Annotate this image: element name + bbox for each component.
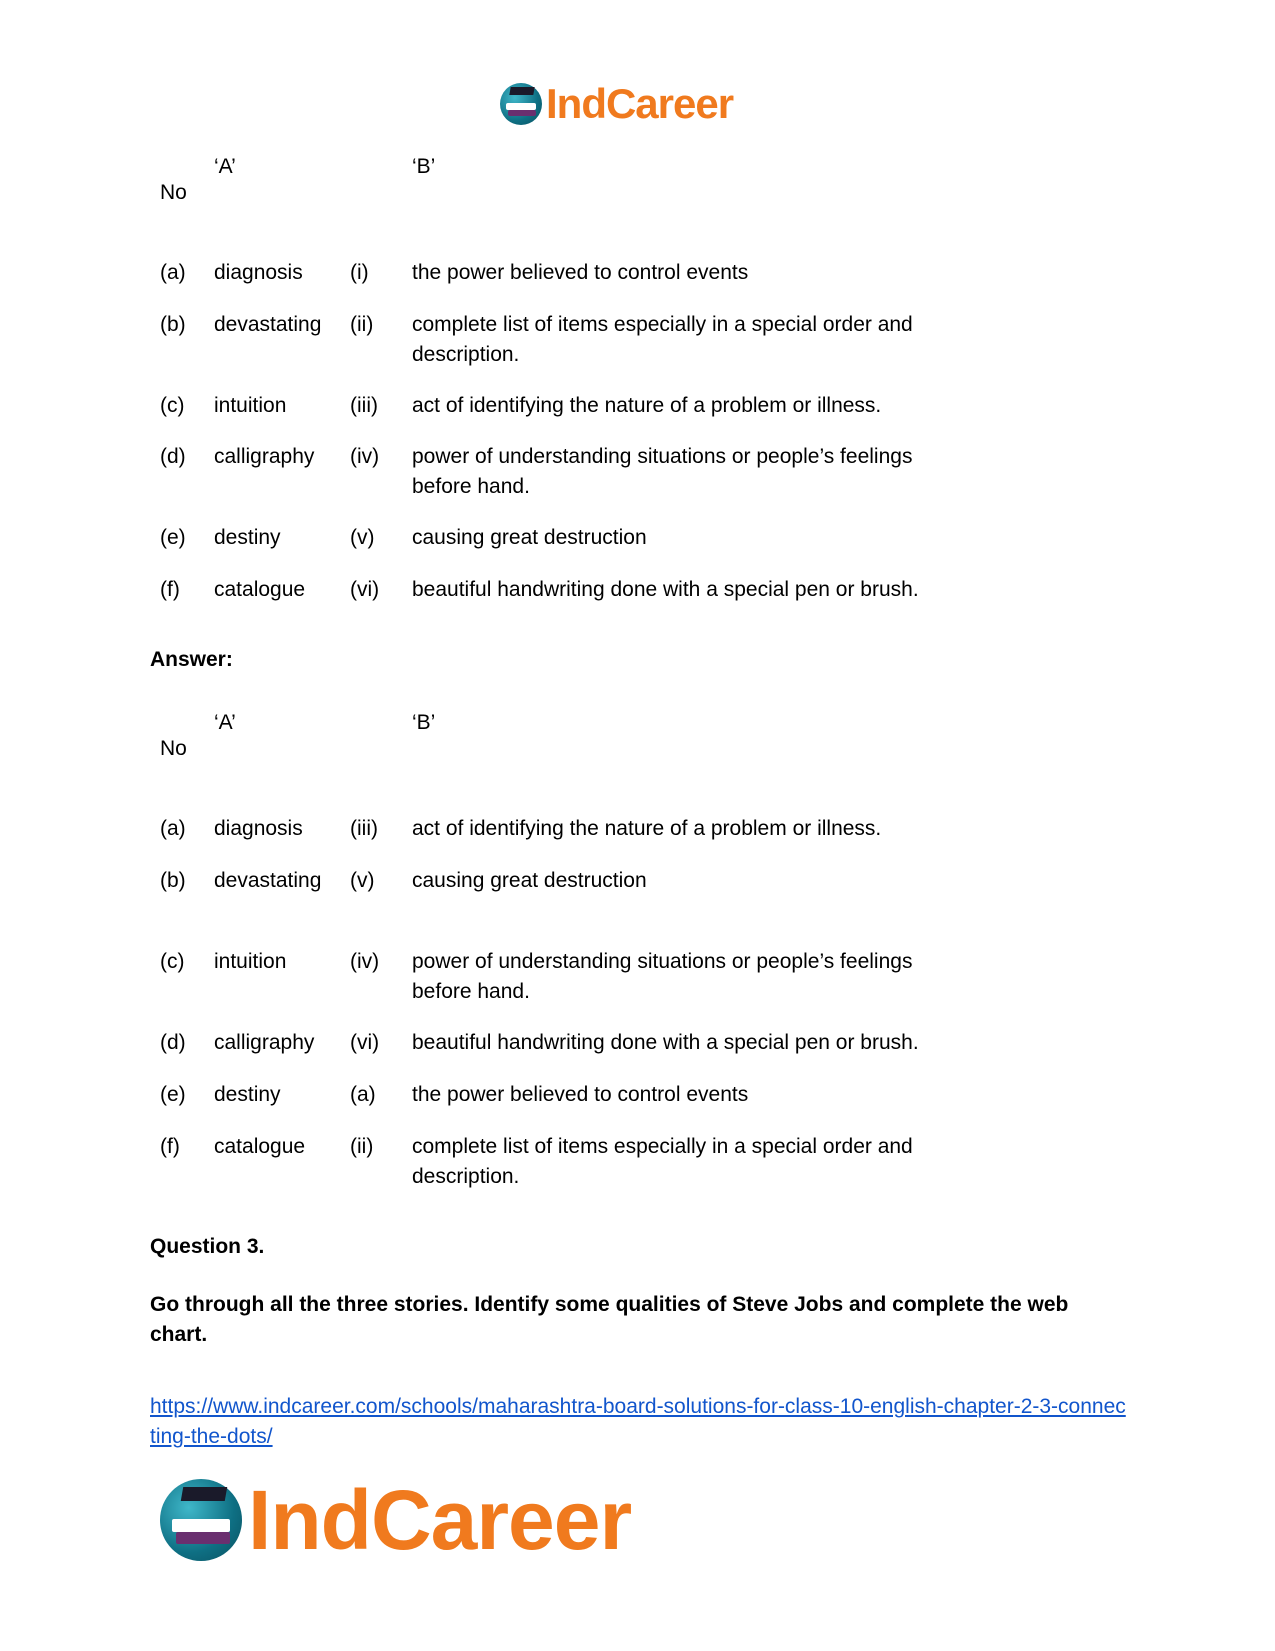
row-word: catalogue (214, 578, 306, 601)
row-meaning: beautiful handwriting done with a special pen or brush. (412, 578, 919, 601)
row-word: calligraphy (214, 445, 315, 468)
row-meaning: causing great destruction (412, 526, 647, 549)
logo-text: IndCareer (546, 80, 734, 127)
row-meaning: act of identifying the nature of a problem or illness. (412, 394, 882, 417)
row-word: devastating (214, 869, 322, 892)
row-roman: (ii) (350, 313, 374, 336)
row-roman: (iii) (350, 817, 378, 840)
row-roman: (iii) (350, 394, 378, 417)
row-roman: (iv) (350, 445, 380, 468)
row-word: catalogue (214, 1135, 306, 1158)
row-roman: (v) (350, 869, 375, 892)
row-meaning: complete list of items especially in a special order and description. (412, 1135, 913, 1188)
header-a: ‘A’ (214, 155, 236, 178)
row-roman: (vi) (350, 578, 380, 601)
header-b: ‘B’ (412, 711, 436, 734)
header-no: No (160, 737, 187, 760)
row-meaning: the power believed to control events (412, 261, 749, 284)
row-word: devastating (214, 313, 322, 336)
row-no: (c) (160, 950, 185, 973)
row-word: destiny (214, 1083, 281, 1106)
row-meaning: complete list of items especially in a special order and description. (412, 313, 913, 366)
row-roman: (vi) (350, 1031, 380, 1054)
row-meaning: causing great destruction (412, 869, 647, 892)
row-roman: (a) (350, 1083, 376, 1106)
row-roman: (v) (350, 526, 375, 549)
row-meaning: act of identifying the nature of a problem or illness. (412, 817, 882, 840)
row-no: (f) (160, 1135, 180, 1158)
row-no: (c) (160, 394, 185, 417)
row-word: intuition (214, 950, 287, 973)
header-b: ‘B’ (412, 155, 436, 178)
row-meaning: power of understanding situations or people’s feelings before hand. (412, 445, 913, 498)
row-roman: (iv) (350, 950, 380, 973)
row-no: (d) (160, 445, 186, 468)
logo-text: IndCareer (248, 1472, 632, 1567)
footer-logo (160, 1470, 631, 1570)
globe-logo-icon (500, 83, 542, 125)
row-meaning: power of understanding situations or people’s feelings before hand. (412, 950, 913, 1003)
row-roman: (i) (350, 261, 369, 284)
row-meaning: beautiful handwriting done with a special pen or brush. (412, 1031, 919, 1054)
question-3-title: Question 3. (150, 1235, 265, 1258)
header-logo (500, 80, 733, 128)
row-no: (e) (160, 526, 186, 549)
row-word: intuition (214, 394, 287, 417)
answer-label: Answer: (150, 648, 233, 671)
row-word: destiny (214, 526, 281, 549)
row-no: (e) (160, 1083, 186, 1106)
row-roman: (ii) (350, 1135, 374, 1158)
row-no: (b) (160, 869, 186, 892)
question-3-text: Go through all the three stories. Identify some qualities of Steve Jobs and complete the web chart. (150, 1293, 1069, 1346)
row-no: (a) (160, 261, 186, 284)
source-link[interactable]: https://www.indcareer.com/schools/maharashtra-board-solutions-for-class-10-english-chapter-2-3-connecting-the-dots/ (150, 1395, 1126, 1448)
row-no: (b) (160, 313, 186, 336)
globe-logo-icon (160, 1479, 242, 1561)
row-no: (a) (160, 817, 186, 840)
row-meaning: the power believed to control events (412, 1083, 749, 1106)
header-no: No (160, 181, 187, 204)
row-word: diagnosis (214, 817, 303, 840)
row-no: (d) (160, 1031, 186, 1054)
row-word: diagnosis (214, 261, 303, 284)
row-word: calligraphy (214, 1031, 315, 1054)
header-a: ‘A’ (214, 711, 236, 734)
row-no: (f) (160, 578, 180, 601)
